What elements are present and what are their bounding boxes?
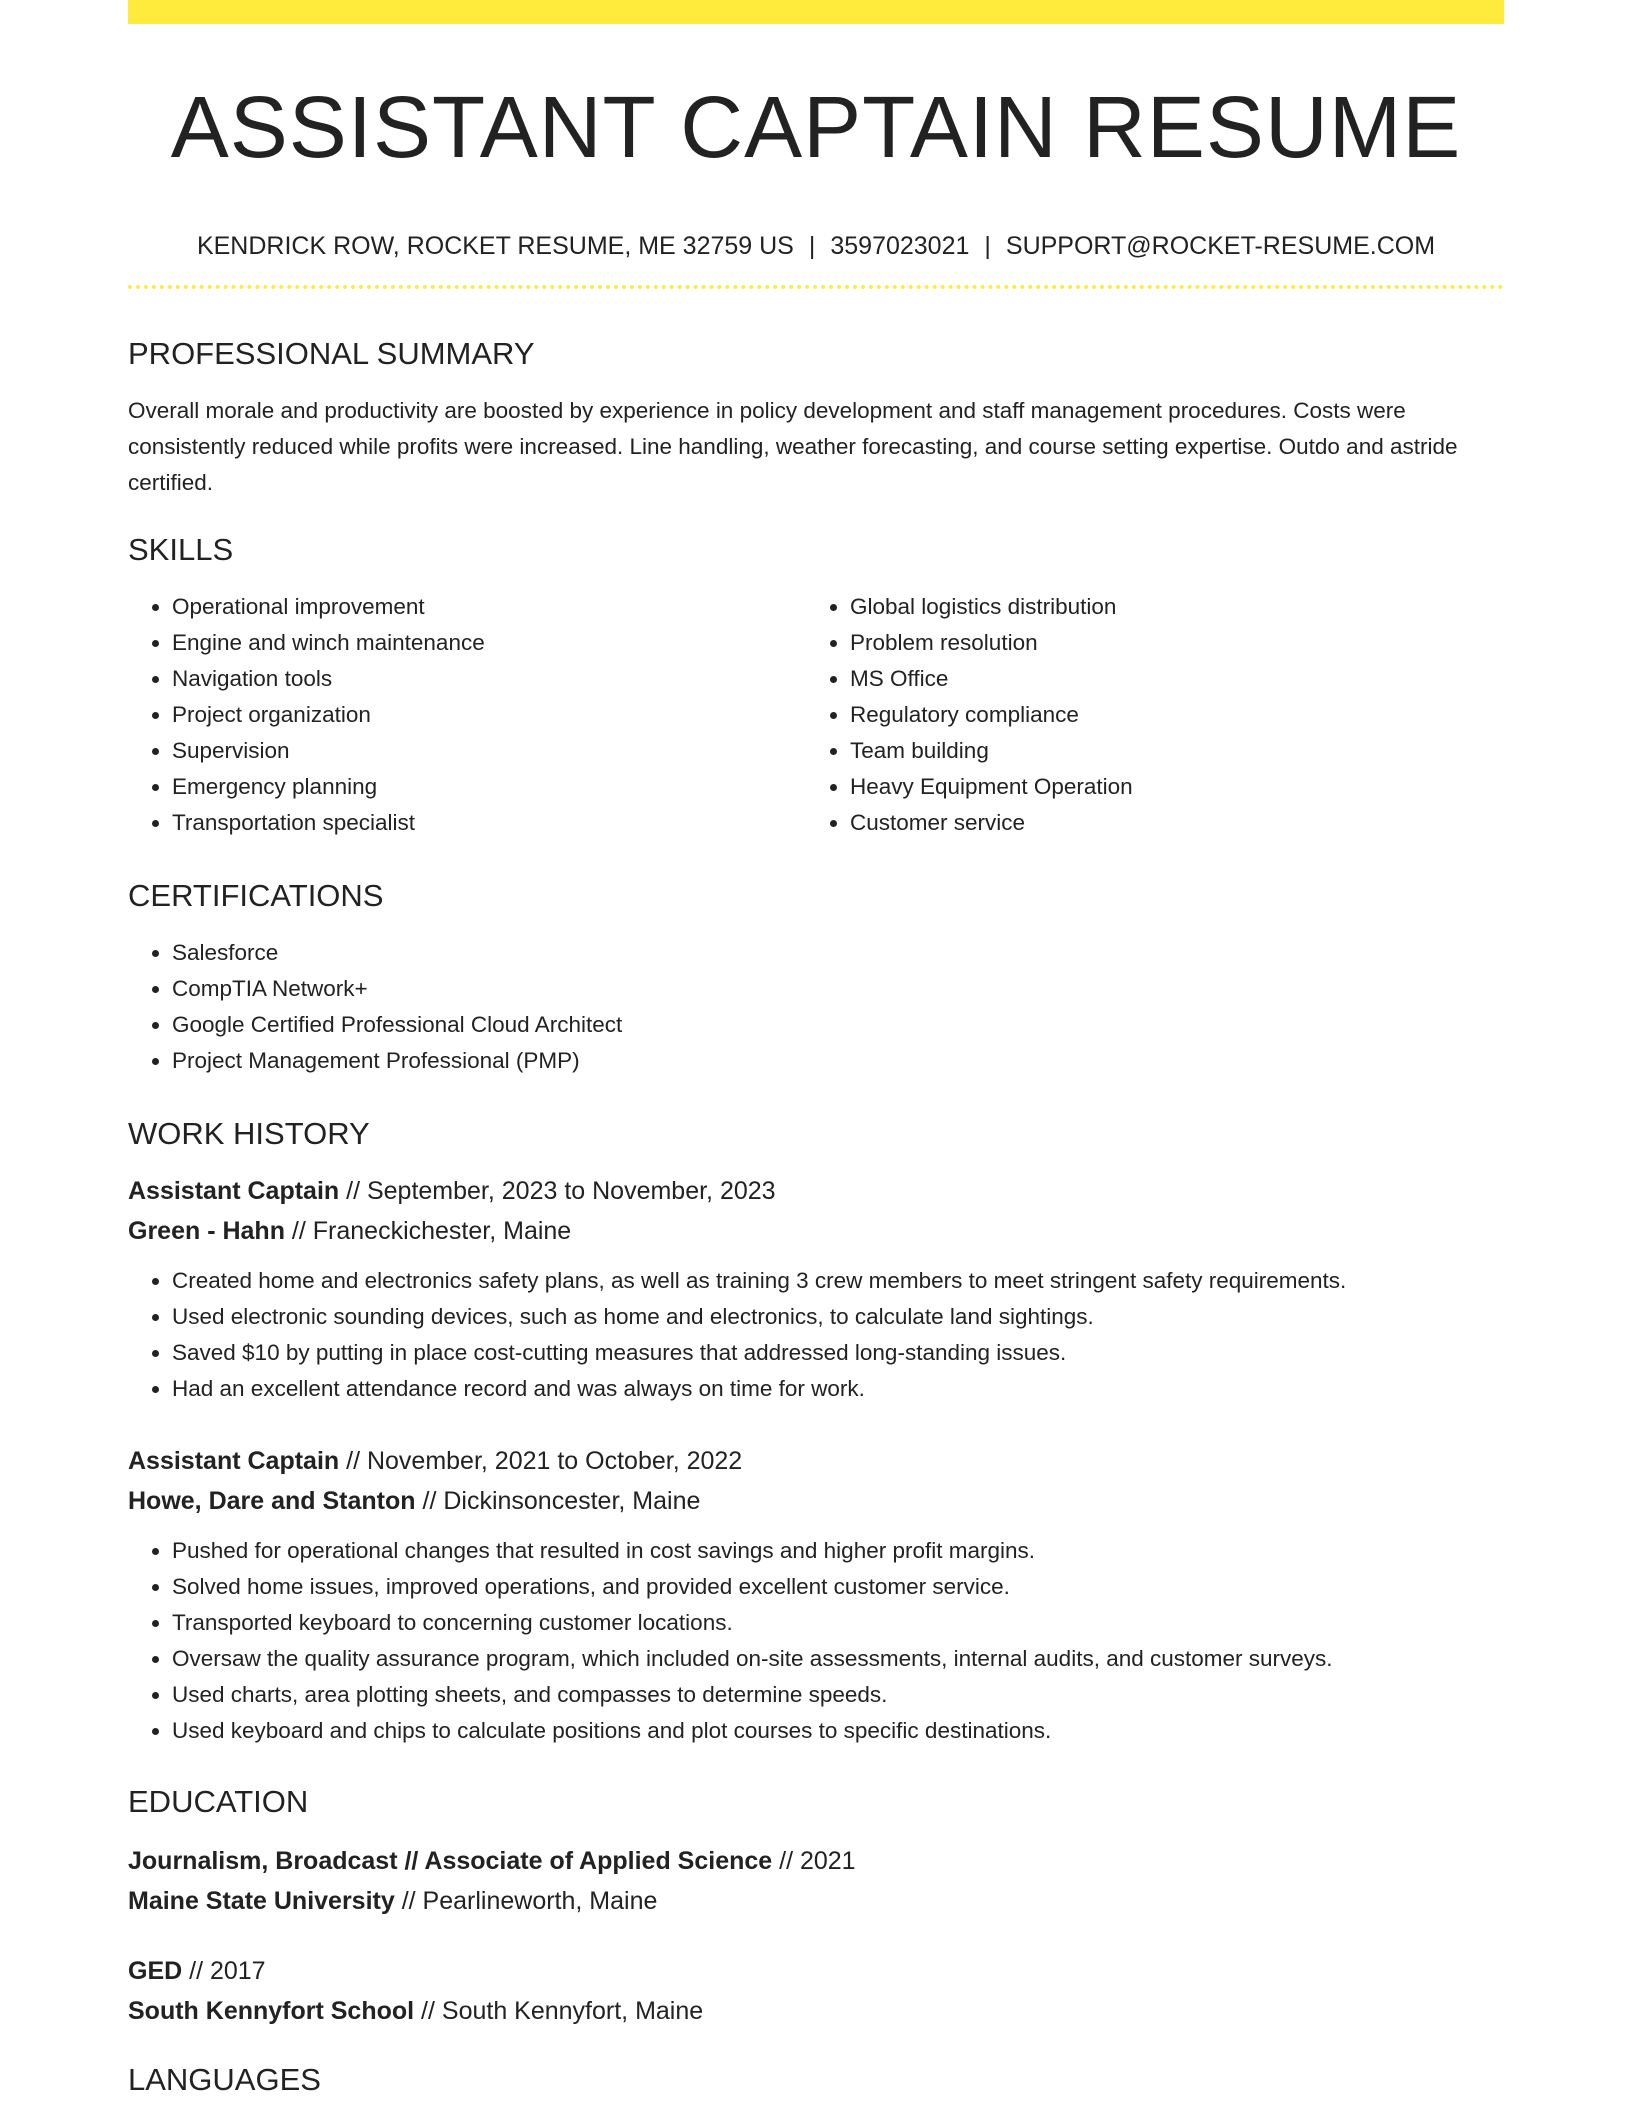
education-year: // 2017	[182, 1957, 266, 1985]
skill-item: • Customer service	[850, 805, 1484, 841]
education-degree: GED	[128, 1957, 183, 1985]
certifications-heading: CERTIFICATIONS	[128, 878, 384, 913]
education-location: // South Kennyfort, Maine	[414, 1997, 704, 2025]
work-history-heading: WORK HISTORY	[128, 1116, 370, 1151]
contact-line	[128, 231, 1504, 261]
contact-separator: |	[984, 232, 991, 260]
skill-item: • Problem resolution	[850, 625, 1484, 661]
skill-item: • Global logistics distribution	[850, 589, 1484, 625]
skill-item: • Transportation specialist	[172, 805, 806, 841]
skill-item: • Operational improvement	[172, 589, 806, 625]
job-bullet: • Solved home issues, improved operations, and provided excellent customer service.	[172, 1569, 1504, 1605]
education-location: // Pearlineworth, Maine	[394, 1887, 658, 1915]
job-role-line	[128, 1171, 1504, 1211]
education-school-line	[128, 1881, 1504, 1921]
job-dates: // September, 2023 to November, 2023	[339, 1177, 776, 1205]
education-school: Maine State University	[128, 1887, 395, 1915]
job-bullets	[128, 1533, 1504, 1749]
job-location: // Dickinsoncester, Maine	[415, 1487, 701, 1515]
skills-columns	[128, 589, 1504, 841]
education-year: // 2021	[772, 1847, 856, 1875]
job-company: Howe, Dare and Stanton	[128, 1487, 416, 1515]
summary-text: Overall morale and productivity are boosted by experience in policy development and staff management procedures. Costs were consistently reduced while profits were increased. Line handling, weather forecasting, and course setting expertise. Outdo and astride certified.	[128, 398, 1458, 495]
skill-item: • Emergency planning	[172, 769, 806, 805]
resume-title: ASSISTANT CAPTAIN RESUME	[170, 79, 1462, 176]
education-heading: EDUCATION	[128, 1784, 309, 1819]
dotted-divider	[128, 285, 1504, 289]
job-location: // Franeckichester, Maine	[284, 1217, 572, 1245]
job-role-line	[128, 1441, 1504, 1481]
certification-item: • CompTIA Network+	[172, 971, 1504, 1007]
skills-list-left	[128, 589, 806, 841]
job-bullet: • Oversaw the quality assurance program, which included on-site assessments, internal audits, and customer surveys.	[172, 1641, 1504, 1677]
job-bullets	[128, 1263, 1504, 1407]
job-bullet: • Created home and electronics safety plans, as well as training 3 crew members to meet stringent safety requirements.	[172, 1263, 1504, 1299]
skill-item: • Navigation tools	[172, 661, 806, 697]
skills-heading: SKILLS	[128, 532, 234, 567]
skill-item: • Team building	[850, 733, 1484, 769]
job-bullet: • Used electronic sounding devices, such as home and electronics, to calculate land sightings.	[172, 1299, 1504, 1335]
job-bullet: • Transported keyboard to concerning customer locations.	[172, 1605, 1504, 1641]
job-entry	[128, 1441, 1504, 1749]
job-company: Green - Hahn	[128, 1217, 285, 1245]
job-entry	[128, 1171, 1504, 1407]
education-degree-line	[128, 1841, 1504, 1881]
resume-page	[128, 0, 1504, 2099]
education-degree: Journalism, Broadcast // Associate of Applied Science	[128, 1847, 773, 1875]
job-bullet: • Used charts, area plotting sheets, and compasses to determine speeds.	[172, 1677, 1504, 1713]
contact-separator: |	[808, 232, 816, 260]
languages-heading: LANGUAGES	[128, 2062, 321, 2097]
certifications-list	[128, 935, 1504, 1079]
skill-item: • Engine and winch maintenance	[172, 625, 806, 661]
certification-item: • Salesforce	[172, 935, 1504, 971]
job-title: Assistant Captain	[128, 1177, 340, 1205]
job-bullet: • Pushed for operational changes that resulted in cost savings and higher profit margins.	[172, 1533, 1504, 1569]
skill-item: • MS Office	[850, 661, 1484, 697]
contact-phone: 3597023021	[830, 232, 970, 260]
education-degree-line	[128, 1951, 1504, 1991]
skill-item: • Heavy Equipment Operation	[850, 769, 1484, 805]
job-company-line	[128, 1211, 1504, 1251]
job-title: Assistant Captain	[128, 1447, 340, 1475]
skill-item: • Supervision	[172, 733, 806, 769]
job-dates: // November, 2021 to October, 2022	[339, 1447, 743, 1475]
certification-item: • Project Management Professional (PMP)	[172, 1043, 1504, 1079]
job-bullet: • Saved $10 by putting in place cost-cutting measures that addressed long-standing issues.	[172, 1335, 1504, 1371]
contact-email: SUPPORT@ROCKET-RESUME.COM	[1005, 232, 1436, 260]
education-school-line	[128, 1991, 1504, 2031]
skills-list-right	[806, 589, 1484, 841]
education-entry	[128, 1841, 1504, 1921]
education-entry	[128, 1951, 1504, 2031]
contact-address: KENDRICK ROW, ROCKET RESUME, ME 32759 US	[196, 232, 794, 260]
job-bullet: • Used keyboard and chips to calculate positions and plot courses to specific destinations.	[172, 1713, 1504, 1749]
job-bullet: • Had an excellent attendance record and was always on time for work.	[172, 1371, 1504, 1407]
education-school: South Kennyfort School	[128, 1997, 415, 2025]
skill-item: • Project organization	[172, 697, 806, 733]
accent-top-bar	[128, 0, 1504, 24]
job-company-line	[128, 1481, 1504, 1521]
summary-heading: PROFESSIONAL SUMMARY	[128, 336, 535, 371]
skill-item: • Regulatory compliance	[850, 697, 1484, 733]
certification-item: • Google Certified Professional Cloud Architect	[172, 1007, 1504, 1043]
